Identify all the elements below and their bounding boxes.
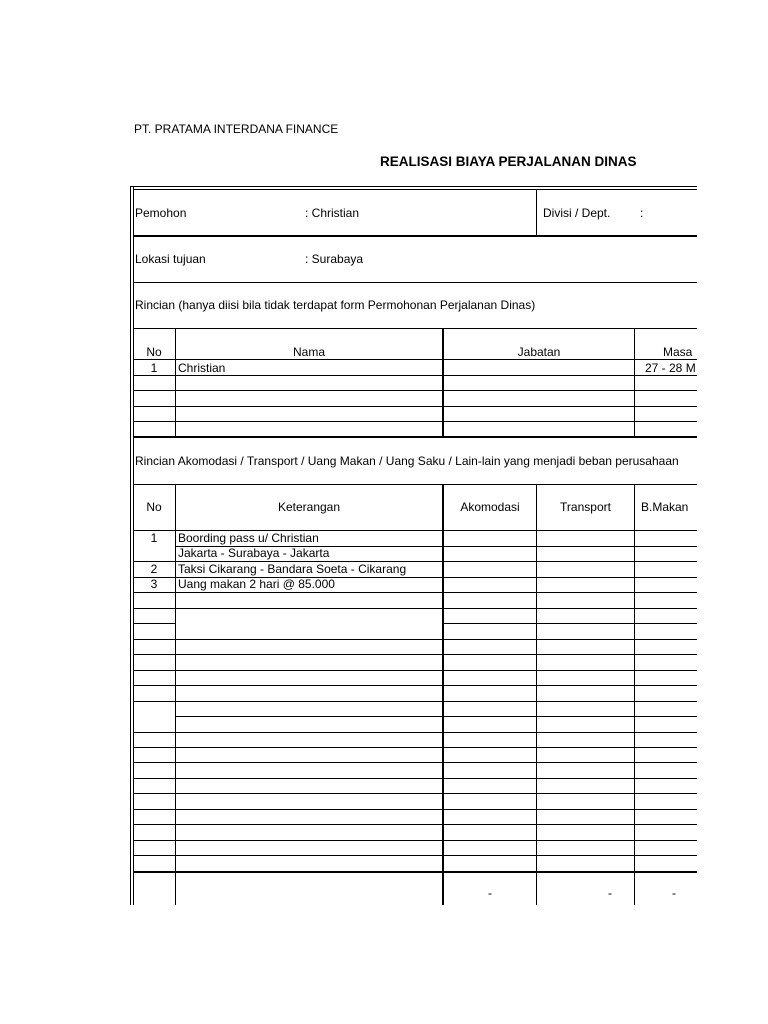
row-divider <box>133 654 697 655</box>
row-divider <box>133 762 697 763</box>
table-border-top-inner <box>133 189 697 190</box>
total-akomodasi: - <box>488 886 492 900</box>
row-divider <box>133 747 697 748</box>
pemohon-value: : Christian <box>305 206 360 220</box>
col-divider <box>175 484 176 905</box>
divisi-divider <box>536 189 537 235</box>
row-divider <box>133 701 697 702</box>
rincian2-heading: Rincian Akomodasi / Transport / Uang Makan / Uang Saku / Lain-lain yang menjadi beban perusahaan <box>135 454 679 468</box>
row-divider <box>133 778 697 779</box>
cell-no: 2 <box>150 562 158 576</box>
row-divider <box>133 809 697 810</box>
row-divider <box>133 670 697 671</box>
header-jabatan: Jabatan <box>517 345 561 359</box>
rincian-heading: Rincian (hanya diisi bila tidak terdapat form Permohonan Perjalanan Dinas) <box>135 298 536 312</box>
cell-keterangan: Taksi Cikarang - Bandara Soeta - Cikarang <box>178 562 407 576</box>
row-divider <box>133 608 697 609</box>
cell-no: 1 <box>150 361 158 375</box>
row-divider <box>133 840 697 841</box>
row-divider <box>133 421 697 422</box>
row-divider <box>176 716 697 717</box>
cell-masa: 27 - 28 M <box>645 361 696 375</box>
table-border-left-inner <box>133 186 134 905</box>
col-divider <box>634 484 635 905</box>
row-divider <box>133 484 697 485</box>
table-border-top <box>130 186 697 187</box>
table-border-left <box>130 186 131 905</box>
total-divider <box>133 871 697 873</box>
lokasi-value: : Surabaya <box>305 252 364 266</box>
total-bmakan: - <box>672 886 676 900</box>
divisi-label: Divisi / Dept. <box>543 206 611 220</box>
pemohon-label: Pemohon <box>135 206 187 220</box>
row-divider <box>133 328 697 329</box>
row-divider <box>133 282 697 283</box>
row-divider <box>133 623 175 624</box>
company-name: PT. PRATAMA INTERDANA FINANCE <box>134 122 339 136</box>
row-divider <box>133 793 697 794</box>
row-divider <box>133 375 697 376</box>
cell-no: 3 <box>150 577 158 591</box>
row-divider <box>133 855 697 856</box>
row-divider <box>133 592 697 593</box>
divisi-value: : <box>640 206 644 220</box>
header-no: No <box>146 345 162 359</box>
header-nama: Nama <box>292 345 325 359</box>
row-divider <box>133 406 697 407</box>
row-divider <box>133 359 697 360</box>
header-masa: Masa <box>663 345 693 359</box>
cell-keterangan: Boording pass u/ Christian <box>178 531 319 545</box>
header-keterangan: Keterangan <box>277 500 341 514</box>
form-title: REALISASI BIAYA PERJALANAN DINAS <box>380 154 637 169</box>
cell-nama: Christian <box>178 361 226 375</box>
row-divider <box>133 732 697 733</box>
cell-no: 1 <box>150 531 158 545</box>
total-transport: - <box>608 886 612 900</box>
cell-keterangan: Jakarta - Surabaya - Jakarta <box>178 546 330 560</box>
header-no: No <box>146 500 162 514</box>
row-divider <box>133 235 697 237</box>
row-divider <box>133 824 697 825</box>
col-divider <box>536 484 537 905</box>
row-divider <box>133 685 697 686</box>
header-transport: Transport <box>560 500 611 514</box>
row-divider <box>133 390 697 391</box>
row-divider <box>133 639 697 640</box>
row-divider <box>443 623 697 624</box>
section-divider <box>133 436 697 438</box>
header-bmakan: B.Makan <box>641 500 689 514</box>
header-akomodasi: Akomodasi <box>460 500 520 514</box>
cell-keterangan: Uang makan 2 hari @ 85.000 <box>178 577 335 591</box>
lokasi-label: Lokasi tujuan <box>135 252 206 266</box>
col-divider <box>442 484 444 905</box>
